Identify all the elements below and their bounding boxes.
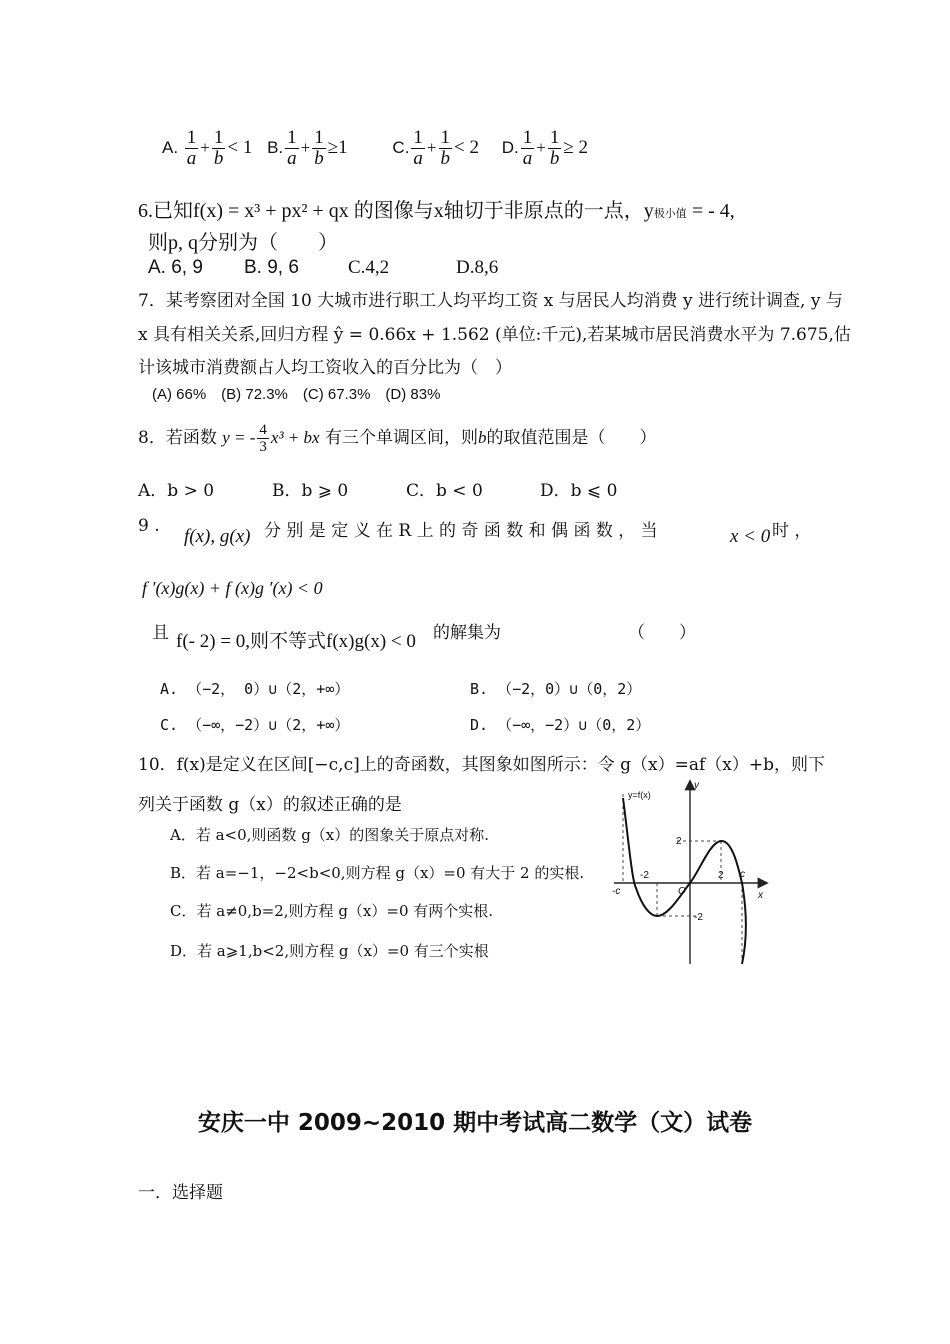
q8-option-a: A．b > 0 — [138, 481, 215, 501]
q5-c-label: C. — [392, 138, 410, 157]
q8-suffix: 有三个单调区间，则 — [325, 428, 478, 448]
exam-title: 安庆一中 2009~2010 期中考试高二数学（文）试卷 — [197, 1110, 753, 1136]
tick-c: c — [740, 869, 745, 880]
frac-den: a — [287, 148, 297, 170]
q8-eq-lhs: y = - — [222, 428, 256, 447]
q5-a-label: A. — [162, 138, 179, 157]
q10-option-c: C．若 a≠0,b=2,则方程 g（x）=0 有两个实根. — [170, 902, 494, 920]
q8-option-c: C．b < 0 — [406, 481, 483, 501]
fraction — [212, 128, 226, 169]
function-curve — [623, 798, 746, 964]
q9-cond: x < 0 — [730, 526, 771, 547]
q9-tail: 的解集为 — [433, 623, 501, 643]
frac-den: b — [440, 148, 451, 170]
frac-num: 4 — [259, 422, 267, 438]
fraction — [285, 128, 299, 169]
q5-b-tail: ≥1 — [327, 137, 348, 158]
q6-line2: 则p, q分别为（ ） — [148, 232, 338, 254]
fraction — [312, 128, 326, 169]
frac-num: 1 — [549, 127, 560, 149]
q9-qie: 且 — [152, 623, 169, 643]
plus: + — [300, 138, 311, 157]
q9-option-c: C. （−∞，−2）∪（2，+∞） — [160, 716, 350, 734]
fraction — [521, 128, 535, 169]
q10-function-graph — [606, 776, 774, 968]
q8-option-d: D．b ⩽ 0 — [540, 481, 618, 501]
q8-suffix2: 的取值范围是（ ） — [486, 428, 657, 448]
q5-d-tail: ≥ 2 — [563, 137, 588, 158]
frac-num: 1 — [440, 127, 451, 149]
q5-option-a — [162, 127, 257, 170]
tick-x2: 2 — [718, 870, 724, 881]
q7-options: (A) 66% (B) 72.3% (C) 67.3% (D) 83% — [152, 386, 441, 403]
q10-option-b: B．若 a=−1，−2<b<0,则方程 g（x）=0 有大于 2 的实根. — [170, 864, 585, 882]
q7-line3: 计该城市消费额占人均工资收入的百分比为（ ） — [138, 358, 512, 378]
q5-d-label: D. — [501, 138, 519, 157]
q8-prefix: 8．若函数 — [138, 428, 217, 448]
q7-line1: 7．某考察团对全国 10 大城市进行职工人均平均工资 x 与居民人均消费 y 进行统计调查, y 与 — [138, 291, 843, 311]
q8-option-b: B．b ⩾ 0 — [272, 481, 349, 501]
q6-stem-tail: = - 4, — [686, 200, 735, 222]
fraction — [439, 128, 453, 169]
frac-den: a — [186, 148, 197, 170]
tick-yneg2: -2 — [694, 912, 703, 923]
q8-line — [138, 418, 657, 458]
q5-option-c — [392, 127, 483, 170]
q10-line2: 列关于函数 g（x）的叙述正确的是 — [138, 795, 402, 815]
fraction — [548, 128, 562, 169]
x-axis-label: x — [758, 890, 763, 901]
plus: + — [536, 138, 546, 157]
q5-option-d — [501, 127, 588, 170]
q9-option-b: B. （−2，0）∪（0，2） — [470, 680, 642, 698]
frac-den: 3 — [259, 439, 267, 455]
q6-option-b: B. 9, 6 — [244, 257, 299, 278]
q9-cond2: f(- 2) = 0,则不等式f(x)g(x) < 0 — [176, 631, 416, 652]
frac-den: b — [314, 148, 324, 170]
q9-option-a: A. （−2， 0）∪（2，+∞） — [160, 680, 350, 698]
frac-num: 1 — [213, 127, 224, 149]
q6-option-d: D.8,6 — [456, 257, 499, 278]
fraction — [185, 128, 199, 169]
plus: + — [426, 138, 437, 157]
q6-options — [148, 256, 498, 279]
tick-xneg2: -2 — [640, 870, 649, 881]
fraction — [257, 422, 269, 455]
origin-label: O — [678, 886, 686, 897]
frac-num: 1 — [522, 127, 533, 149]
frac-num: 1 — [186, 127, 197, 149]
q6-subscript: 极小值 — [653, 208, 687, 220]
frac-den: a — [413, 148, 423, 170]
q8-eq-rhs: x³ + bx — [270, 428, 320, 447]
q10-line1: 10．f(x)是定义在区间[−c,c]上的奇函数，其图象如图所示：令 g（x）=af（x）+b，则下 — [138, 755, 825, 775]
q8-b: b — [478, 428, 487, 447]
q5-b-label: B. — [267, 138, 284, 157]
q5-c-tail: < 2 — [454, 137, 479, 158]
q9-option-d: D. （−∞，−2）∪（0，2） — [470, 716, 651, 734]
fraction — [411, 128, 425, 169]
frac-num: 1 — [314, 127, 324, 149]
y-axis-label: y — [694, 780, 699, 791]
q9-funcs: f(x), g(x) — [184, 526, 251, 547]
fn-label: y=f(x) — [628, 790, 651, 800]
section-heading: 一．选择题 — [138, 1183, 223, 1203]
q8-options — [138, 476, 617, 501]
frac-den: a — [522, 148, 533, 170]
q9-paren: （ ） — [628, 623, 696, 643]
q9-ineq: f ′(x)g(x) + f (x)g ′(x) < 0 — [142, 578, 323, 598]
frac-den: b — [549, 148, 560, 170]
q7-line2: x 具有相关关系,回归方程 ŷ = 0.66x + 1.562 (单位:千元),若某城市居民消费水平为 7.675,估 — [138, 325, 851, 345]
tick-neg-c: -c — [612, 886, 621, 897]
frac-num: 1 — [413, 127, 423, 149]
q6-line1 — [138, 194, 735, 223]
q10-option-d: D．若 a⩾1,b<2,则方程 g（x）=0 有三个实根 — [170, 942, 489, 960]
q10-option-a: A．若 a<0,则函数 g（x）的图象关于原点对称. — [170, 826, 490, 844]
q9-desc: 分 别 是 定 义 在 R 上 的 奇 函 数 和 偶 函 数 ， 当 — [264, 521, 658, 541]
frac-num: 1 — [287, 127, 297, 149]
frac-den: b — [213, 148, 224, 170]
plus: + — [200, 138, 210, 157]
q5-options — [162, 128, 588, 169]
q9-shi: 时 ， — [772, 521, 812, 541]
q9-num: 9 . — [138, 516, 160, 536]
q6-option-c: C.4,2 — [348, 257, 390, 278]
q6-stem: 6.已知f(x) = x³ + px² + qx 的图像与x轴切于非原点的一点，y — [138, 200, 654, 222]
q5-a-tail: < 1 — [227, 137, 253, 158]
q6-option-a: A. 6, 9 — [148, 257, 203, 278]
tick-y2: 2 — [676, 836, 682, 847]
q5-option-b — [267, 127, 352, 170]
